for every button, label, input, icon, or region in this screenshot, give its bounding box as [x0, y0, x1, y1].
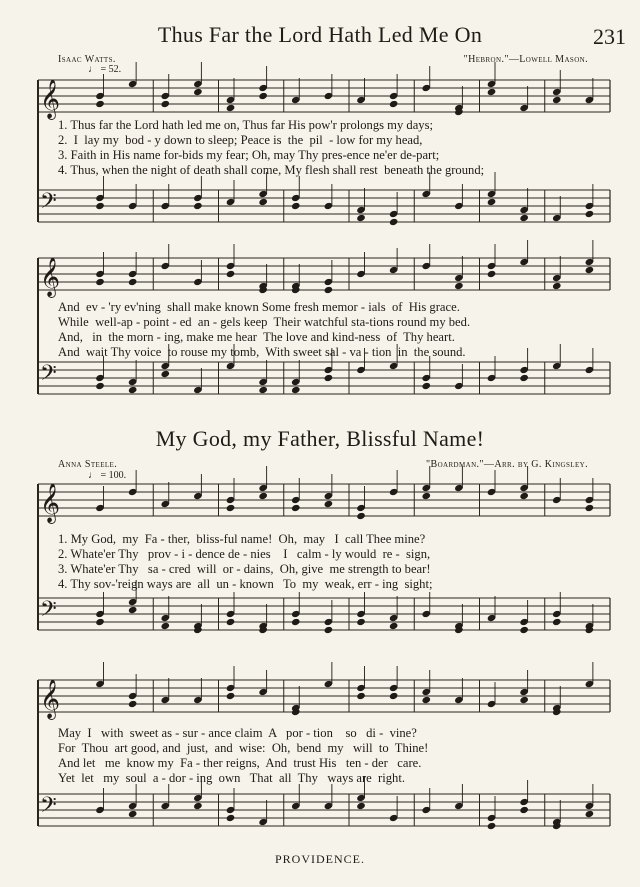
hymn-1-verse-1-line-1: 1. Thus far the Lord hath led me on, Thus far His pow'r prolongs my days;	[58, 118, 434, 132]
svg-text:𝄞: 𝄞	[40, 257, 61, 297]
svg-text:𝄢: 𝄢	[40, 361, 57, 391]
svg-text:𝄞: 𝄞	[40, 483, 61, 523]
hymn-2-verse-1-line-1: 1. My God, my Fa - ther, bliss-ful name! Oh, may I call Thee mine?	[58, 532, 426, 546]
svg-text:𝄞: 𝄞	[40, 79, 61, 119]
hymn-2-verse-3-line-1: 3. Whate'er Thy sa - cred will or - dains, Oh, give me strength to bear!	[58, 562, 431, 576]
page-number: 231	[593, 24, 626, 49]
hymn-1-verse-4-line-2: And wait Thy voice to rouse my tomb, With sweet sal - va - tion in the sound.	[58, 345, 466, 359]
hymn-1-verse-3-line-2: And, in the morn - ing, make me hear The love and kind-ness of Thy heart.	[58, 330, 455, 344]
hymn-2-verse-2-line-1: 2. Whate'er Thy prov - i - dence de - nies I calm - ly would re - sign,	[58, 547, 431, 561]
hymn-2-verse-2-line-2: For Thou art good, and just, and wise: Oh, bend my will to Thine!	[58, 741, 429, 755]
hymn-1-verse-2-line-2: While well-ap - point - ed an - gels keep Their watchful sta-tions round my bed.	[58, 315, 471, 329]
svg-text:𝄢: 𝄢	[40, 597, 57, 627]
hymn-2-author: Anna Steele.	[58, 459, 118, 470]
hymn-title-1: Thus Far the Lord Hath Led Me On	[157, 22, 483, 47]
svg-text:𝄞: 𝄞	[40, 679, 61, 719]
hymn-1-tune: "Hebron."—Lowell Mason.	[463, 54, 588, 65]
hymn-title-2: My God, my Father, Blissful Name!	[155, 426, 485, 451]
treble-staff	[38, 79, 610, 120]
hymn-2-verse-4-line-2: Yet let my soul a - dor - ing own That all Thy ways are right.	[58, 771, 405, 785]
hymn-1-verse-3-line-1: 3. Faith in His name for-bids my fear; Oh, may Thy pres-ence ne'er de-part;	[58, 148, 440, 162]
hymn-2-tune: "Boardman."—Arr. by G. Kingsley.	[426, 459, 588, 470]
hymn-1-verse-4-line-1: 4. Thus, when the night of death shall come, My flesh shall rest beneath the ground;	[58, 163, 485, 177]
hymn-1-author: Isaac Watts.	[58, 54, 116, 65]
hymn-1-verse-2-line-1: 2. I lay my bod - y down to sleep; Peace is the pil - low for my head,	[58, 133, 423, 147]
hymn-1-verse-1-line-2: And ev - 'ry ev'ning shall make known Some fresh memor - ials of His grace.	[58, 300, 460, 314]
hymn-1-tempo: ♩ = 52.	[88, 64, 122, 75]
footer-caption: PROVIDENCE.	[274, 852, 365, 866]
hymn-2-tempo: ♩ = 100.	[88, 470, 127, 481]
svg-text:𝄢: 𝄢	[40, 189, 57, 219]
hymn-2-verse-3-line-2: And let me know my Fa - ther reigns, And trust His ten - der care.	[58, 756, 422, 770]
hymn-2-verse-1-line-2: May I with sweet as - sur - ance claim A por - tion so di - vine?	[58, 726, 417, 740]
svg-text:𝄢: 𝄢	[40, 793, 57, 823]
hymn-2-verse-4-line-1: 4. Thy sov-'reign ways are all un - known To my weak, err - ing sight;	[58, 577, 433, 591]
